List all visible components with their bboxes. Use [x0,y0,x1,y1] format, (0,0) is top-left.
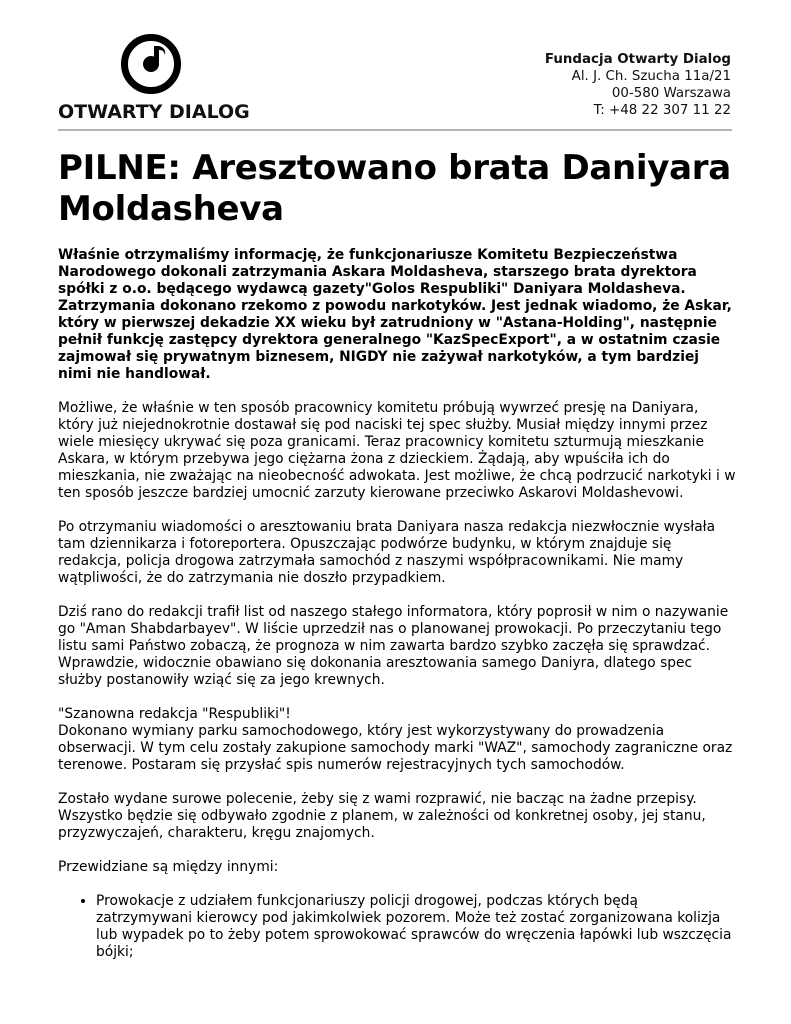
paragraph: Dziś rano do redakcji trafił list od naszego stałego informatora, który poprosił w nim o nazywanie go "Aman Shabdarbayev". W liście uprzedził nas o planowanej prowokacji. Po przeczytaniu tego listu sami Państwo zobaczą, że prognoza w nim zawarta bardzo szybko zaczęła się sprawdzać. Wprawdzie, widocznie obawiano się dokonania aresztowania samego Daniyra, dlatego spec służby postanowiły wziąć się za jego krewnych. [58,604,729,688]
paragraph: Po otrzymaniu wiadomości o aresztowaniu brata Daniyara nasza redakcja niezwłocznie wysłała tam dziennikarza i fotoreportera. Opuszczając podwórze budynku, w którym znajduje się redakcja, policja drogowa zatrzymała samochód z naszymi współpracownikami. Nie mamy wątpliwości, że do zatrzymania nie doszło przypadkiem. [58,519,716,586]
list-item: • Prowokacje z udziałem funkcjonariuszy policji drogowej, podczas których będą zatrzymywani kierowcy pod jakimkolwiek pozorem. Może też zostać zorganizowana kolizja lub wypadek po to żeby potem sprowokować sprawców do wręczenia łapówki lub wszczęcia bójki; [96,893,736,961]
article-body [58,247,736,961]
lead-paragraph: Właśnie otrzymaliśmy informację, że funkcjonariusze Komitetu Bezpieczeństwa Narodowego dokonali zatrzymania Askara Moldasheva, starszego brata dyrektora spółki z o.o. będącego wydawcą gazety"Golos Respubliki" Daniyara Moldasheva. Zatrzymania dokonano rzekomo z powodu narkotyków. Jest jednak wiadomo, że Askar, który w pierwszej dekadzie XX wieku był zatrudniony w "Astana-Holding", następnie pełnił funkcję zastępcy dyrektora generalnego "KazSpecExport", a w ostatnim czasie zajmował się prywatnym biznesem, NIGDY nie zażywał narkotyków, a tym bardziej nimi nie handlował. [58,247,732,382]
organization-name: Fundacja Otwarty Dialog [544,52,731,67]
address-city: 00-580 Warszawa [611,86,731,101]
phone-number: T: +48 22 307 11 22 [593,103,731,118]
organization-contact [545,51,731,119]
logo-wordmark: OTWARTY DIALOG [58,101,250,123]
letter-paragraph: Przewidziane są między innymi: [58,859,279,875]
address-street: Al. J. Ch. Szucha 11a/21 [571,69,731,84]
paragraph: Możliwe, że właśnie w ten sposób pracownicy komitetu próbują wywrzeć presję na Daniyara, który już niejednokrotnie dostawał się pod naciski tej spec służby. Musiał między innymi przez wiele miesięcy ukrywać się poza granicami. Teraz pracownicy komitetu szturmują mieszkanie Askara, w którym przebywa jego ciężarna żona z dzieckiem. Żądają, aby wpuściła ich do mieszkania, nie zważając na nieobecność adwokata. Jest możliwe, że chcą podrzucić narkotyki i w ten sposób jeszcze bardziej umocnić zarzuty kierowane przeciwko Askarovi Moldashevowi. [58,400,736,501]
letter-greeting: "Szanowna redakcja "Respubliki"! [58,706,291,722]
bullet-list [58,893,736,961]
letter-paragraph: Zostało wydane surowe polecenie, żeby się z wami rozprawić, nie bacząc na żadne przepisy. Wszystko będzie się odbywało zgodnie z planem, w zależności od konkretnej osoby, jej stanu, przyzwyczajeń, charakteru, kręgu znajomych. [58,791,706,841]
note-circle-icon [120,33,182,95]
letter-paragraph: Dokonano wymiany parku samochodowego, który jest wykorzystywany do prowadzenia obserwacji. W tym celu zostały zakupione samochody marki "WAZ", samochody zagraniczne oraz terenowe. Postaram się przysłać spis numerów rejestracyjnych tych samochodów. [58,723,733,773]
article-title: PILNE: Aresztowano brata Daniyara Moldasheva [58,148,731,229]
letter-quote [58,706,736,774]
organization-logo [58,33,248,123]
header-divider [58,129,732,131]
